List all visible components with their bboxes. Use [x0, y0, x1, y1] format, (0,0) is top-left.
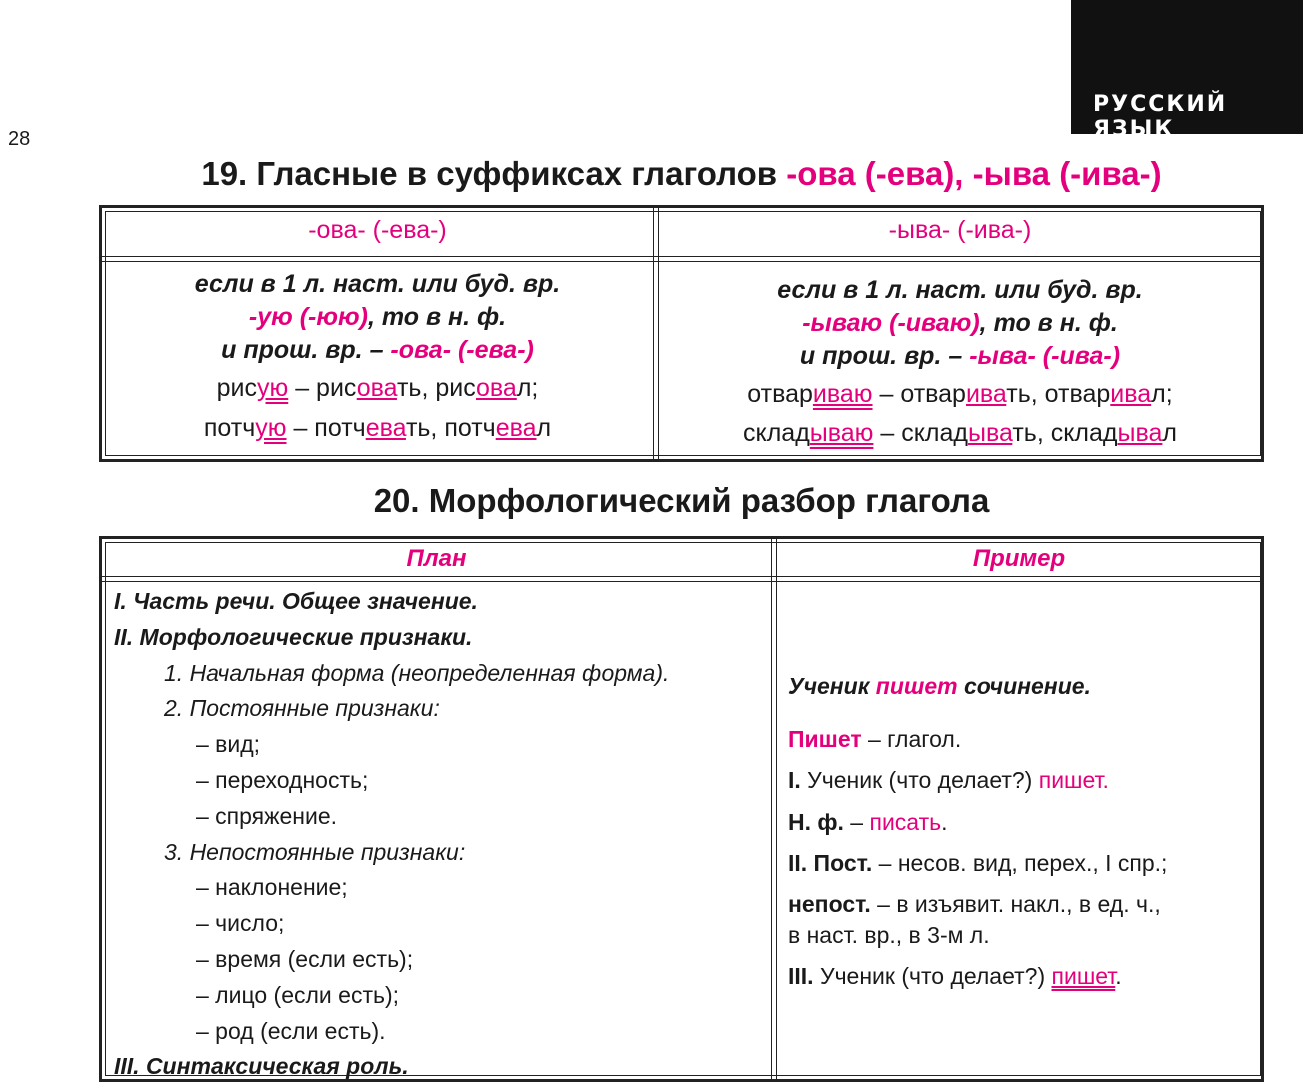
subject-badge [1071, 0, 1303, 142]
rule-line: и прош. вр. – -ова- (-ева-) [221, 336, 534, 364]
plan-item: III. Синтаксическая роль. [114, 1053, 409, 1080]
example-row: III. Ученик (что делает?) пишет. [788, 963, 1122, 989]
section19-title: 19. Гласные в суффиксах глаголов -ова (-ева), -ыва (-ива-) [201, 155, 1162, 192]
plan-item: – вид; [196, 731, 261, 758]
example-line: рисую – рисовать, рисовал; [216, 374, 539, 402]
parsing-table [99, 536, 1264, 1082]
example-row: непост. – в изъявит. накл., в ед. ч., [788, 891, 1161, 917]
rule-line: если в 1 л. наст. или буд. вр. [777, 276, 1143, 304]
plan-item: – время (если есть); [196, 945, 414, 972]
example-row: I. Ученик (что делает?) пишет. [788, 767, 1109, 793]
plan-item: – род (если есть). [196, 1017, 386, 1044]
suffix-table [99, 205, 1264, 462]
example-line: складываю – складывать, складывал [743, 419, 1177, 447]
suffix-left-header: -ова- (-ева-) [308, 216, 447, 244]
plan-column-header: План [406, 545, 467, 572]
rule-line: если в 1 л. наст. или буд. вр. [194, 270, 561, 298]
example-row: в наст. вр., в 3-м л. [788, 922, 990, 948]
example-line: отвариваю – отваривать, отваривал; [747, 380, 1173, 408]
plan-item: – спряжение. [196, 802, 338, 829]
example-sentence: Ученик пишет сочинение. [788, 673, 1091, 699]
rule-line: и прош. вр. – -ыва- (-ива-) [799, 342, 1121, 370]
suffix-left-cell [102, 268, 653, 447]
rule-line: -ую (-юю), то в н. ф. [248, 303, 507, 331]
suffix-right-cell [657, 274, 1263, 451]
suffix-table-header-line [102, 256, 1261, 262]
plan-item: II. Морфологические признаки. [114, 623, 473, 650]
example-row: II. Пост. – несов. вид, перех., I спр.; [788, 850, 1168, 876]
example-row: Пишет – глагол. [788, 726, 962, 752]
plan-list [114, 584, 669, 1085]
example-column-header: Пример [972, 545, 1066, 572]
example-line: потчую – потчевать, потчевал [203, 414, 552, 442]
page-number: 28 [8, 128, 31, 150]
plan-item: 2. Постоянные признаки: [164, 695, 440, 722]
rule-line: -ываю (-иваю), то в н. ф. [802, 309, 1118, 337]
plan-item: I. Часть речи. Общее значение. [114, 588, 478, 614]
section20-title: 20. Морфологический разбор глагола [373, 482, 990, 519]
plan-item: 3. Непостоянные признаки: [164, 838, 466, 865]
subject-label: РУССКИЙ ЯЗЫК [1093, 92, 1228, 142]
plan-item: 1. Начальная форма (неопределенная форма). [164, 659, 670, 686]
plan-item: – наклонение; [196, 874, 348, 901]
suffix-right-header: -ыва- (-ива-) [888, 216, 1032, 244]
parsing-table-header-line [102, 576, 1261, 582]
plan-item: – число; [196, 910, 285, 937]
plan-item: – переходность; [196, 766, 369, 793]
parsing-table-divider [771, 539, 777, 1079]
example-row: Н. ф. – писать. [788, 809, 948, 835]
plan-item: – лицо (если есть); [196, 981, 400, 1008]
